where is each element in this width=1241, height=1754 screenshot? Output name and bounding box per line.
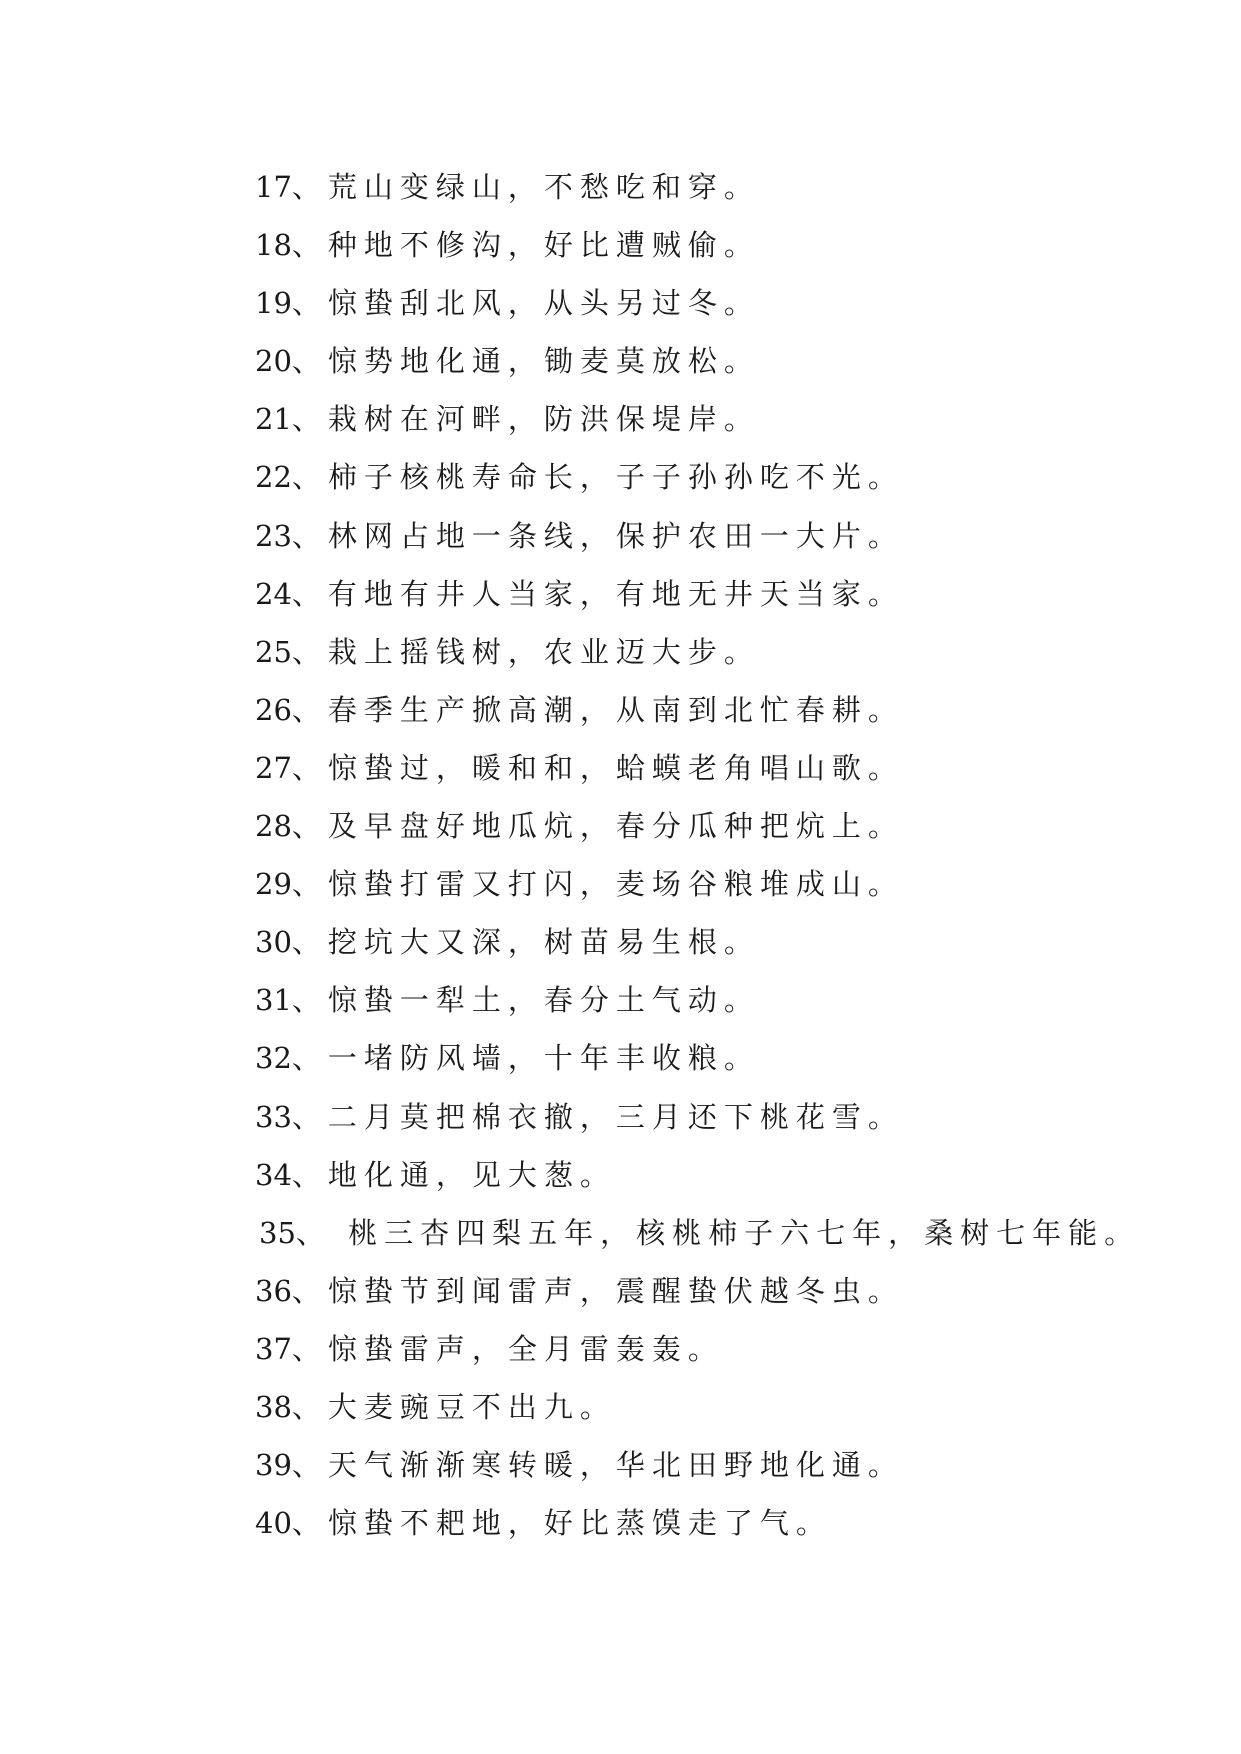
item-number: 25 xyxy=(255,634,292,669)
list-item xyxy=(255,1494,1155,1552)
item-number: 22 xyxy=(255,460,292,495)
item-text: 、柿子核桃寿命长，子子孙孙吃不光。 xyxy=(291,460,904,495)
item-number: 23 xyxy=(255,518,292,553)
item-text: 、大麦豌豆不出九。 xyxy=(291,1389,616,1424)
item-text: 、荒山变绿山，不愁吃和穿。 xyxy=(291,170,760,204)
item-text: 、天气渐渐寒转暖，华北田野地化通。 xyxy=(291,1448,904,1483)
item-number: 29 xyxy=(255,867,292,902)
list-item xyxy=(255,216,1155,274)
item-number: 28 xyxy=(255,809,292,844)
item-text: 、惊蛰不耙地，好比蒸馍走了气。 xyxy=(291,1506,832,1541)
list-item xyxy=(255,1262,1155,1320)
list-item xyxy=(255,739,1155,797)
item-text: 、栽树在河畔，防洪保堤岸。 xyxy=(291,402,760,437)
item-number: 24 xyxy=(255,576,292,611)
list-item xyxy=(255,1378,1155,1436)
item-text: 、惊蛰打雷又打闪，麦场谷粮堆成山。 xyxy=(291,867,904,902)
item-number: 26 xyxy=(255,692,292,727)
item-number: 21 xyxy=(255,402,292,437)
item-text: 、及早盘好地瓜炕，春分瓜种把炕上。 xyxy=(291,809,904,844)
item-number: 34 xyxy=(255,1157,292,1192)
item-text: 、种地不修沟，好比遭贼偷。 xyxy=(291,228,760,263)
list-item xyxy=(255,565,1155,623)
list-item xyxy=(255,1029,1155,1087)
list-item xyxy=(255,681,1155,739)
item-text: 、惊蛰刮北风，从头另过冬。 xyxy=(291,286,760,321)
item-text: 、惊蛰节到闻雷声，震醒蛰伏越冬虫。 xyxy=(291,1273,904,1308)
item-text: 、惊蛰过，暖和和，蛤蟆老角唱山歌。 xyxy=(291,750,904,785)
item-number: 31 xyxy=(255,983,292,1018)
item-text: 、地化通，见大葱。 xyxy=(291,1157,616,1192)
list-item xyxy=(255,623,1155,681)
list-item xyxy=(255,158,1155,216)
item-number: 38 xyxy=(255,1389,292,1424)
item-text: 、惊蛰一犁土，春分土气动。 xyxy=(291,983,760,1018)
list-item xyxy=(255,855,1155,913)
item-text: 、 桃三杏四梨五年，核桃柿子六七年，桑树七年能。 xyxy=(295,1215,1141,1250)
item-number: 37 xyxy=(255,1331,292,1366)
item-number: 39 xyxy=(255,1448,292,1483)
list-item xyxy=(255,913,1155,971)
item-number: 20 xyxy=(255,344,292,379)
item-number: 19 xyxy=(255,286,292,321)
list-item xyxy=(255,274,1155,332)
item-number: 32 xyxy=(255,1041,292,1076)
list-item xyxy=(255,507,1155,565)
item-text: 、惊势地化通，锄麦莫放松。 xyxy=(291,344,760,379)
item-number: 30 xyxy=(255,925,292,960)
proverb-list xyxy=(255,158,1155,1552)
list-item xyxy=(255,971,1155,1029)
item-text: 、栽上摇钱树，农业迈大步。 xyxy=(291,634,760,669)
item-number: 40 xyxy=(255,1506,292,1541)
list-item xyxy=(255,390,1155,448)
item-number: 33 xyxy=(255,1099,292,1134)
item-text: 、有地有井人当家，有地无井天当家。 xyxy=(291,576,904,611)
item-text: 、春季生产掀高潮，从南到北忙春耕。 xyxy=(291,692,904,727)
item-number: 27 xyxy=(255,750,292,785)
item-text: 、挖坑大又深，树苗易生根。 xyxy=(291,925,760,960)
item-number: 18 xyxy=(255,228,292,263)
list-item xyxy=(255,1436,1155,1494)
item-number: 17 xyxy=(255,170,292,204)
list-item xyxy=(255,1146,1155,1204)
list-item xyxy=(255,797,1155,855)
item-text: 、惊蛰雷声，全月雷轰轰。 xyxy=(291,1331,724,1366)
item-text: 、一堵防风墙，十年丰收粮。 xyxy=(291,1041,760,1076)
item-number: 36 xyxy=(255,1273,292,1308)
item-text: 、二月莫把棉衣撤，三月还下桃花雪。 xyxy=(291,1099,904,1134)
list-item xyxy=(255,1204,1155,1262)
item-text: 、林网占地一条线，保护农田一大片。 xyxy=(291,518,904,553)
list-item xyxy=(255,448,1155,506)
list-item xyxy=(255,1088,1155,1146)
item-number: 35 xyxy=(259,1215,296,1250)
list-item xyxy=(255,332,1155,390)
list-item xyxy=(255,1320,1155,1378)
